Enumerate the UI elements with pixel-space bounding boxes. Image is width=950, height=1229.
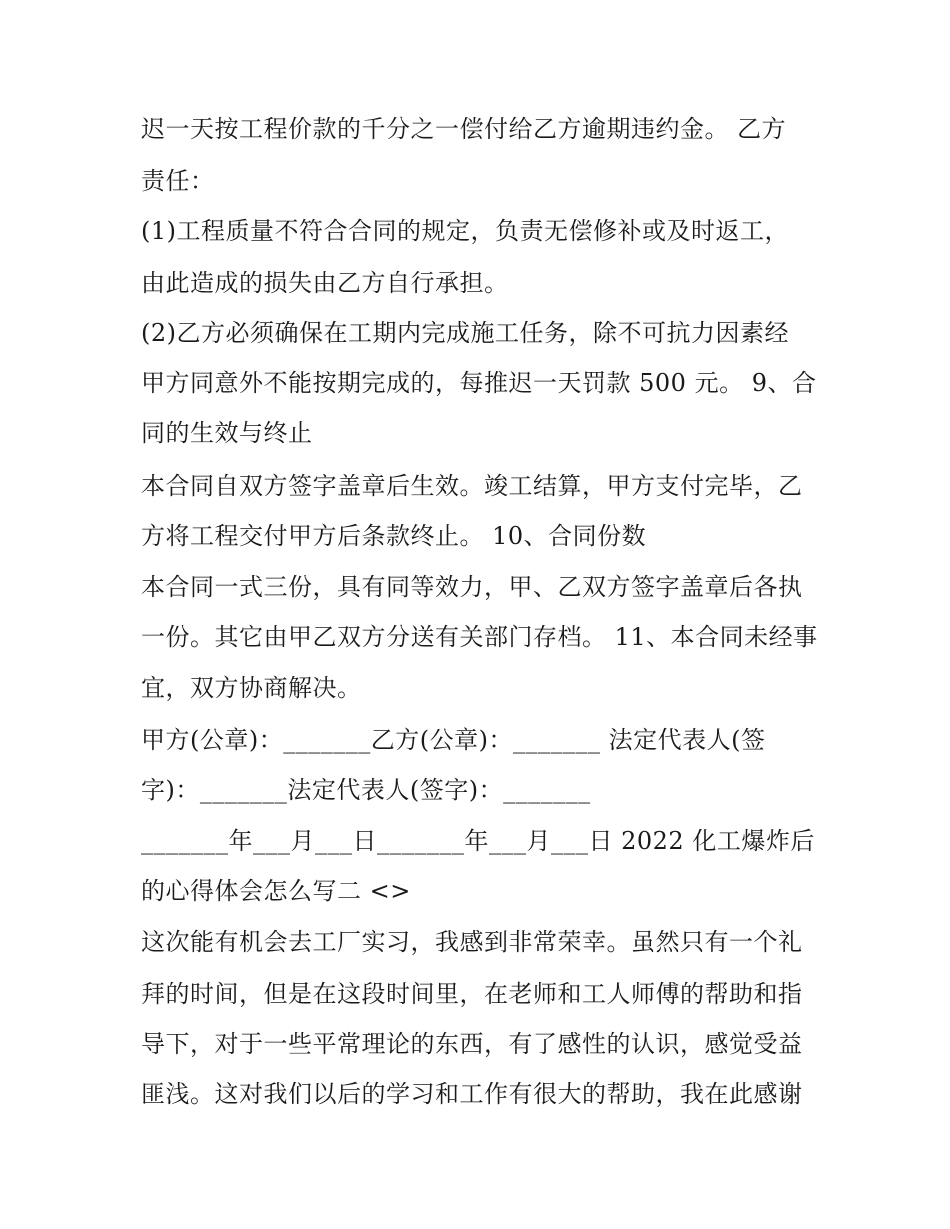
text-line: 这次能有机会去工厂实习，我感到非常荣幸。虽然只有一个礼: [141, 928, 803, 956]
text-line: 责任：: [141, 167, 215, 195]
text-line: (1)工程质量不符合合同的规定，负责无偿修补或及时返工，: [141, 217, 789, 245]
text-line: 甲方(公章)：_______乙方(公章)：_______ 法定代表人(签: [141, 726, 766, 754]
text-line: 匪浅。这对我们以后的学习和工作有很大的帮助，我在此感谢: [141, 1080, 803, 1108]
text-line: 甲方同意外不能按期完成的，每推迟一天罚款 500 元。 9、合: [141, 369, 817, 397]
text-line: 字)：_______法定代表人(签字)：_______: [141, 776, 591, 804]
text-line: 本合同一式三份，具有同等效力，甲、乙双方签字盖章后各执: [141, 573, 803, 601]
text-line: 导下，对于一些平常理论的东西，有了感性的认识，感觉受益: [141, 1030, 803, 1058]
text-line: 同的生效与终止: [141, 419, 313, 447]
text-line: 方将工程交付甲方后条款终止。 10、合同份数: [141, 522, 647, 550]
text-line: 拜的时间，但是在这段时间里，在老师和工人师傅的帮助和指: [141, 980, 803, 1008]
text-line: 迟一天按工程价款的千分之一偿付给乙方逾期违约金。 乙方: [141, 115, 787, 143]
text-line: 由此造成的损失由乙方自行承担。: [141, 269, 509, 297]
text-line: 一份。其它由甲乙双方分送有关部门存档。 11、本合同未经事: [141, 623, 818, 651]
text-line: _______年___月___日_______年___月___日 2022 化工爆炸后: [141, 827, 815, 855]
text-line: 宜，双方协商解决。: [141, 674, 362, 702]
text-line: 本合同自双方签字盖章后生效。竣工结算，甲方支付完毕，乙: [141, 472, 803, 500]
text-line: 的心得体会怎么写二 <>: [141, 877, 411, 905]
text-line: (2)乙方必须确保在工期内完成施工任务，除不可抗力因素经: [141, 319, 789, 347]
